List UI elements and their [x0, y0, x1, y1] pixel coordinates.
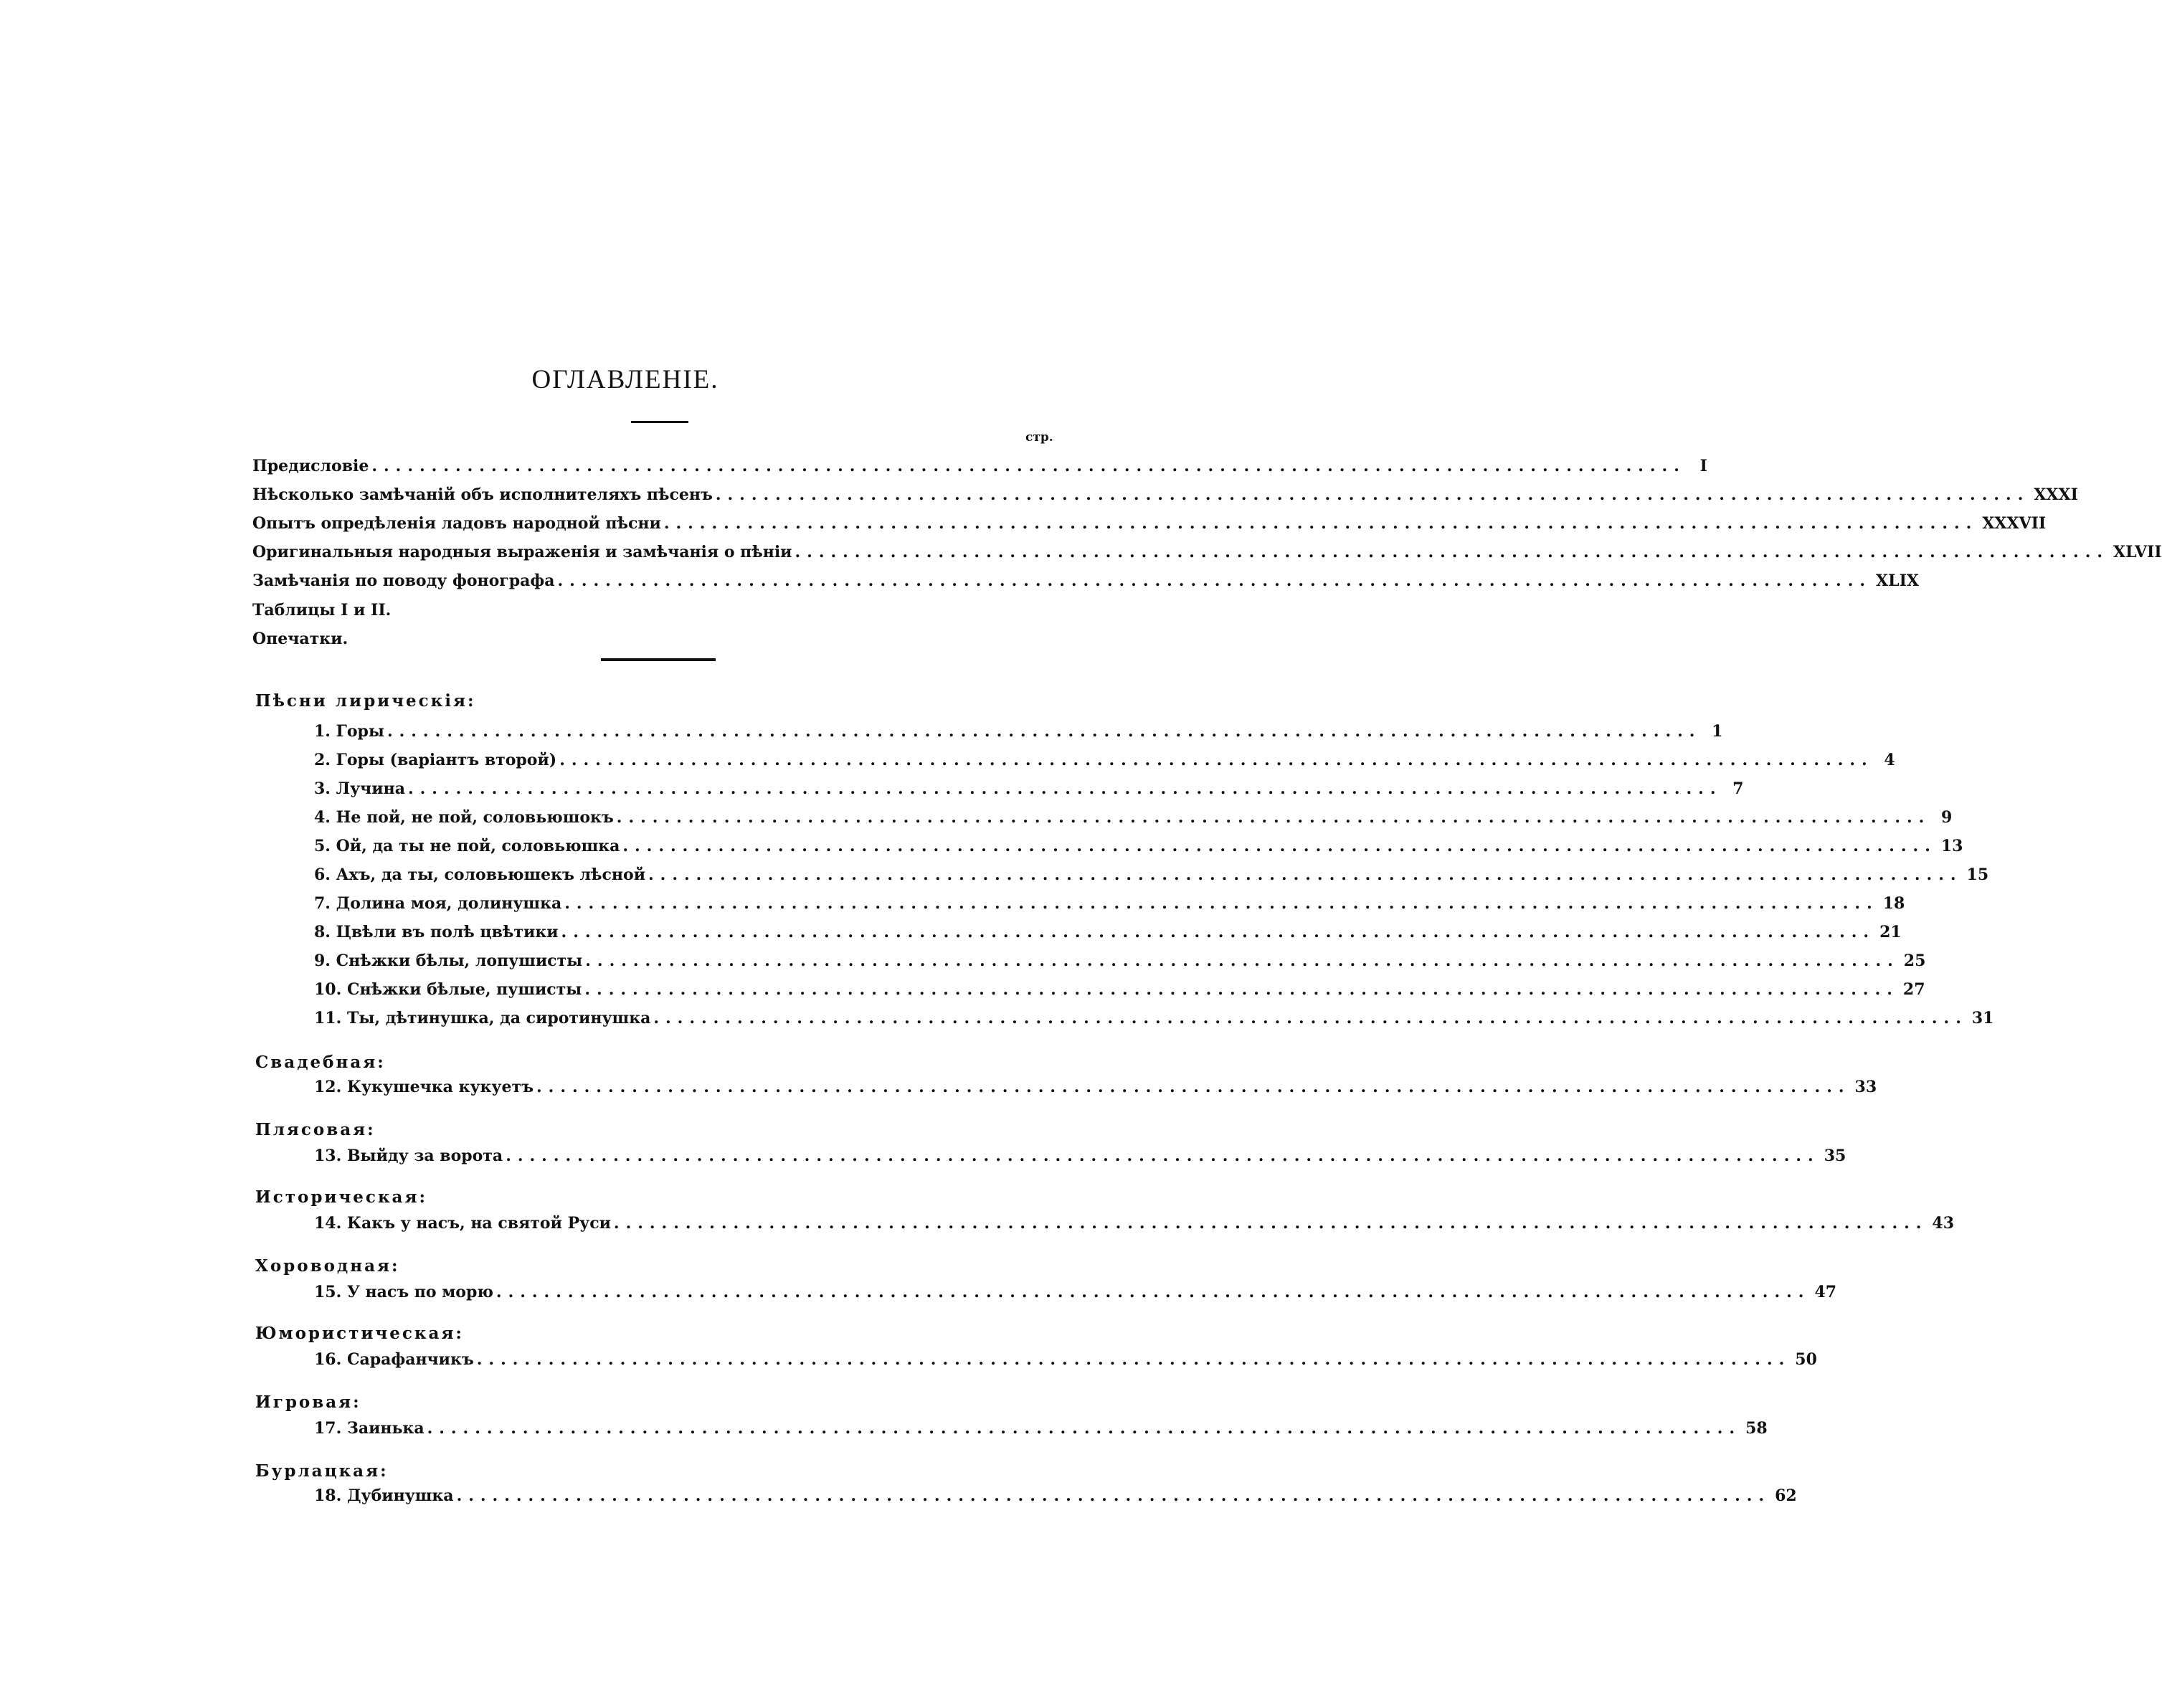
- song-title: Не пой, не пой, соловьюшокъ: [336, 808, 614, 827]
- song-number: 4.: [314, 808, 331, 827]
- song-title: У насъ по морю: [346, 1283, 493, 1301]
- song-page: 13: [1940, 837, 1963, 855]
- toc-entry[interactable]: [252, 541, 2162, 564]
- song-page: 62: [1775, 1486, 1797, 1505]
- section-heading: Хороводная:: [255, 1256, 400, 1276]
- song-entry[interactable]: [314, 1212, 1955, 1235]
- song-number: 11.: [314, 1009, 342, 1028]
- song-title: Ой, да ты не пой, соловьюшка: [336, 837, 620, 855]
- leader-dots: ..............................................................................................................: [496, 1283, 1811, 1301]
- song-title: Цвѣли въ полѣ цвѣтики: [336, 923, 559, 941]
- song-entry[interactable]: [314, 1076, 1877, 1099]
- song-number: 14.: [314, 1214, 342, 1233]
- leader-dots: ..............................................................................................................: [536, 1078, 1851, 1096]
- toc-entry-page: I: [1699, 457, 1707, 475]
- section-heading: Историческая:: [255, 1187, 427, 1207]
- song-number: 7.: [314, 894, 331, 913]
- song-page: 15: [1966, 865, 1989, 884]
- song-entry[interactable]: [314, 921, 1902, 944]
- song-number: 2.: [314, 751, 331, 769]
- song-title: Горы: [336, 722, 384, 741]
- toc-entry-page: XXXI: [2034, 485, 2078, 504]
- tables-entry[interactable]: Таблицы I и II.: [252, 601, 392, 620]
- song-entry[interactable]: [314, 1007, 1994, 1030]
- page-title: ОГЛАВЛЕНІЕ.: [531, 365, 719, 394]
- song-entry[interactable]: [314, 863, 1989, 886]
- leader-dots: ..............................................................................................................: [653, 1009, 1968, 1028]
- toc-entry[interactable]: [252, 512, 2047, 535]
- toc-entry-title: Предисловіе: [252, 457, 369, 475]
- toc-entry-page: XLIX: [1876, 571, 1919, 590]
- song-title: Какъ у насъ, на святой Руси: [346, 1214, 611, 1233]
- song-title: Снѣжки бѣлы, лопушисты: [336, 952, 583, 970]
- toc-entry-title: Замѣчанія по поводу фонографа: [252, 571, 555, 590]
- song-entry[interactable]: [314, 949, 1926, 972]
- toc-entry[interactable]: [252, 455, 1707, 478]
- song-number: 1.: [314, 722, 331, 741]
- errata-entry[interactable]: Опечатки.: [252, 630, 349, 648]
- toc-entry-title: Нѣсколько замѣчаній объ исполнителяхъ пѣсенъ: [252, 485, 713, 504]
- song-number: 9.: [314, 952, 331, 970]
- song-title: Сарафанчикъ: [346, 1350, 474, 1369]
- leader-dots: ..............................................................................................................: [557, 571, 1872, 590]
- song-number: 17.: [314, 1419, 342, 1438]
- song-page: 4: [1884, 751, 1895, 769]
- song-entry[interactable]: [314, 892, 1905, 915]
- leader-dots: ..............................................................................................................: [561, 923, 1876, 941]
- song-number: 18.: [314, 1486, 342, 1505]
- song-page: 25: [1903, 952, 1926, 970]
- section-heading: Плясовая:: [255, 1120, 376, 1139]
- leader-dots: ..............................................................................................................: [371, 457, 1686, 475]
- section-heading: Свадебная:: [255, 1053, 386, 1072]
- song-page: 7: [1732, 779, 1744, 798]
- song-page: 33: [1854, 1078, 1877, 1096]
- song-page: 43: [1932, 1214, 1955, 1233]
- song-entry[interactable]: [314, 978, 1925, 1001]
- toc-entry-page: XLVII: [2113, 543, 2162, 561]
- song-page: 18: [1882, 894, 1905, 913]
- leader-dots: ..............................................................................................................: [715, 485, 2030, 504]
- song-title: Снѣжки бѣлые, пушисты: [346, 980, 582, 999]
- song-title: Лучина: [336, 779, 405, 798]
- leader-dots: ..............................................................................................................: [663, 514, 1978, 533]
- song-number: 3.: [314, 779, 331, 798]
- song-page: 27: [1902, 980, 1925, 999]
- leader-dots: ..............................................................................................................: [613, 1214, 1928, 1233]
- song-page: 1: [1712, 722, 1723, 741]
- song-title: Заинька: [346, 1419, 425, 1438]
- song-title: Выйду за ворота: [346, 1147, 503, 1165]
- song-page: 35: [1824, 1147, 1846, 1165]
- toc-entry-title: Оригинальныя народныя выраженія и замѣчанія о пѣніи: [252, 543, 792, 561]
- leader-dots: ..............................................................................................................: [648, 865, 1963, 884]
- song-entry[interactable]: [314, 777, 1744, 800]
- toc-entry-page: XXXVII: [1982, 514, 2047, 533]
- song-title: Ахъ, да ты, соловьюшекъ лѣсной: [336, 865, 646, 884]
- song-page: 31: [1971, 1009, 1994, 1028]
- leader-dots: ..............................................................................................................: [387, 722, 1702, 741]
- song-title: Ты, дѣтинушка, да сиротинушка: [346, 1009, 651, 1028]
- leader-dots: ..............................................................................................................: [585, 952, 1900, 970]
- leader-dots: ..............................................................................................................: [616, 808, 1931, 827]
- section-heading: Пѣсни лирическія:: [255, 691, 476, 711]
- song-entry[interactable]: [314, 749, 1895, 772]
- song-entry[interactable]: [314, 1484, 1797, 1507]
- song-entry[interactable]: [314, 835, 1963, 858]
- song-entry[interactable]: [314, 1281, 1837, 1304]
- song-entry[interactable]: [314, 1417, 1768, 1440]
- leader-dots: ..............................................................................................................: [427, 1419, 1742, 1438]
- section-heading: Бурлацкая:: [255, 1461, 389, 1481]
- leader-dots: ..............................................................................................................: [564, 894, 1879, 913]
- toc-entry[interactable]: [252, 569, 1919, 592]
- song-number: 10.: [314, 980, 342, 999]
- song-number: 16.: [314, 1350, 342, 1369]
- leader-dots: ..............................................................................................................: [622, 837, 1937, 855]
- song-entry[interactable]: [314, 1348, 1817, 1371]
- song-number: 12.: [314, 1078, 342, 1096]
- song-title: Кукушечка кукуетъ: [346, 1078, 534, 1096]
- section-heading: Юмористическая:: [255, 1324, 464, 1343]
- song-number: 6.: [314, 865, 331, 884]
- song-page: 50: [1795, 1350, 1817, 1369]
- song-page: 21: [1879, 923, 1902, 941]
- song-page: 9: [1940, 808, 1953, 827]
- leader-dots: ..............................................................................................................: [795, 543, 2110, 561]
- song-page: 58: [1745, 1419, 1768, 1438]
- song-entry[interactable]: [314, 806, 1953, 829]
- song-entry[interactable]: [314, 1144, 1846, 1167]
- song-number: 13.: [314, 1147, 342, 1165]
- leader-dots: ..............................................................................................................: [584, 980, 1899, 999]
- leader-dots: ..............................................................................................................: [559, 751, 1874, 769]
- page-column-header: стр.: [1025, 430, 1053, 445]
- toc-entry-title: Опытъ опредѣленія ладовъ народной пѣсни: [252, 514, 661, 533]
- song-title: Долина моя, долинушка: [336, 894, 562, 913]
- section-heading: Игровая:: [255, 1393, 361, 1412]
- song-title: Дубинушка: [346, 1486, 454, 1505]
- leader-dots: ..............................................................................................................: [456, 1486, 1771, 1505]
- song-number: 15.: [314, 1283, 342, 1301]
- song-title: Горы (варіантъ второй): [336, 751, 557, 769]
- leader-dots: ..............................................................................................................: [506, 1147, 1820, 1165]
- leader-dots: ..............................................................................................................: [407, 779, 1722, 798]
- song-entry[interactable]: [314, 720, 1723, 743]
- toc-entry[interactable]: [252, 483, 2078, 506]
- song-number: 8.: [314, 923, 331, 941]
- section-divider: [601, 658, 716, 661]
- leader-dots: ..............................................................................................................: [476, 1350, 1791, 1369]
- song-number: 5.: [314, 837, 331, 855]
- song-page: 47: [1814, 1283, 1837, 1301]
